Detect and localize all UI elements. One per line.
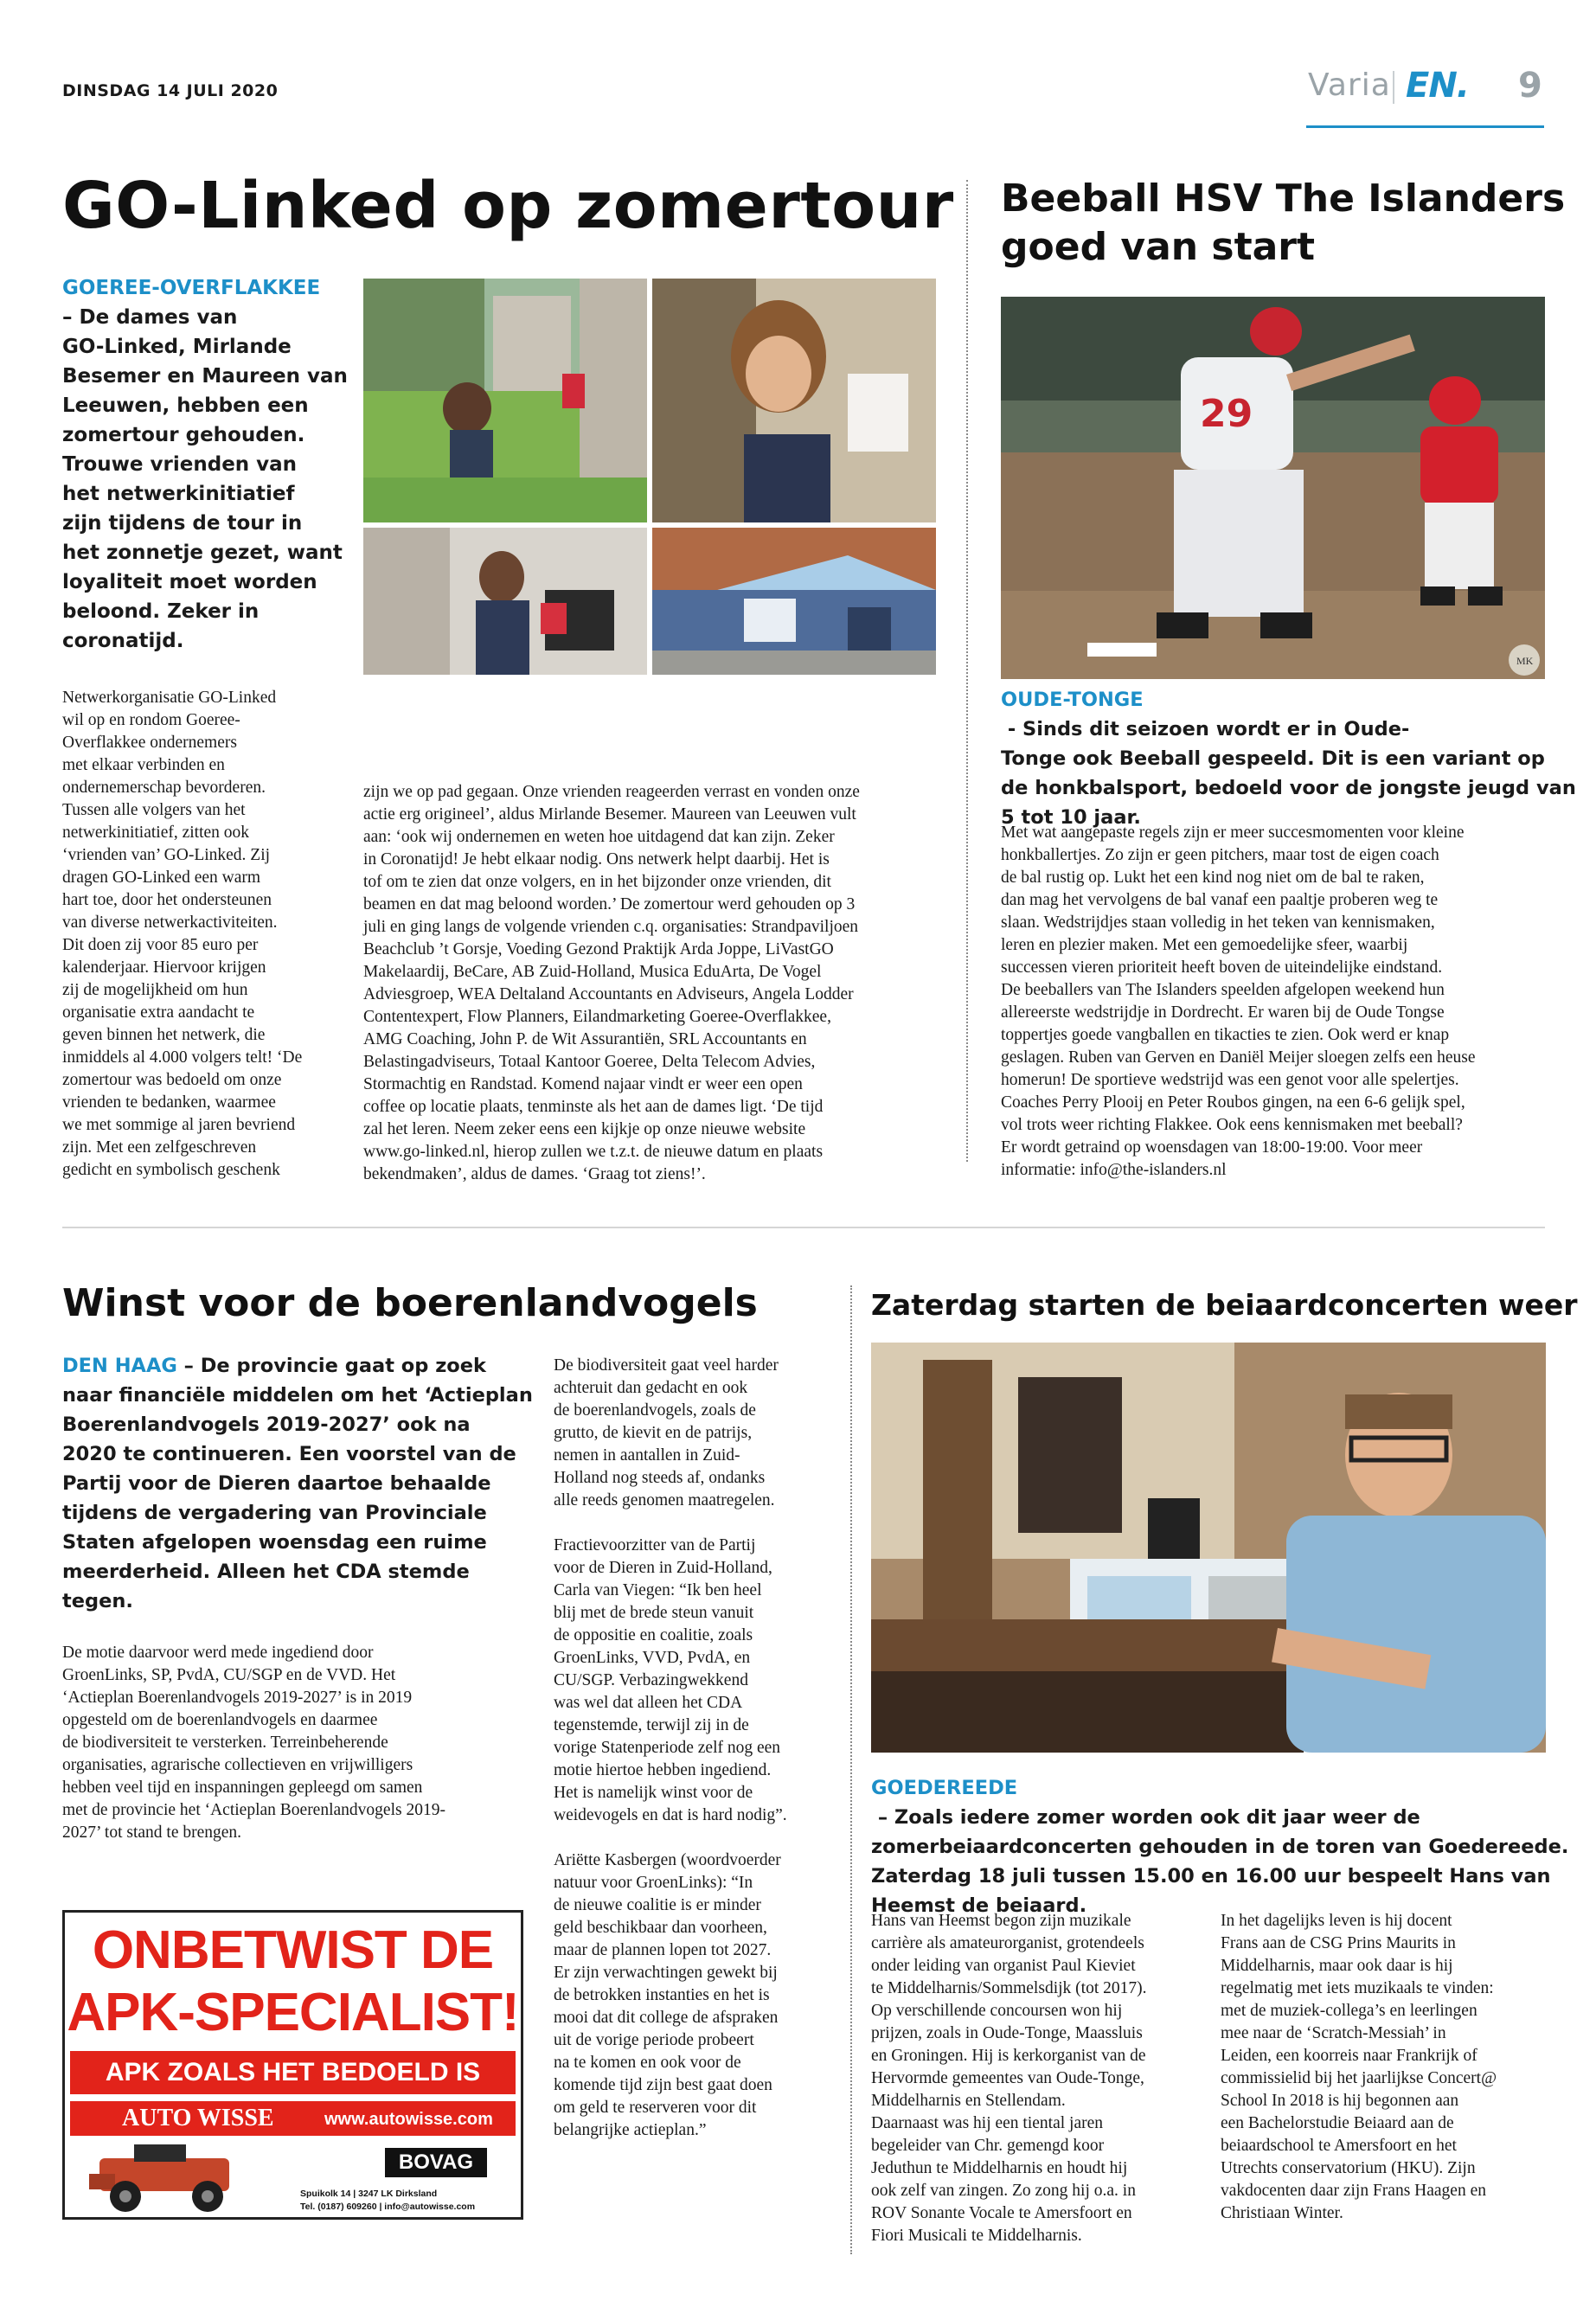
text-line: de biodiversiteit te versterken. Terreinbeherende bbox=[62, 1734, 388, 1752]
text-line: Leiden, een koorreis naar Frankrijk of bbox=[1221, 2047, 1477, 2065]
text-line: actie erg origineel’, aldus Mirlande Besemer. Maureen van Leeuwen vult bbox=[363, 805, 856, 824]
text-line: – Zoals iedere zomer worden ook dit jaar weer de bbox=[871, 1806, 1420, 1829]
text-line: Netwerkorganisatie GO-Linked bbox=[62, 689, 277, 707]
text-line: de oppositie en coalitie, zoals bbox=[554, 1626, 753, 1644]
text-line: 5 tot 10 jaar. bbox=[1001, 806, 1141, 829]
text-line: onder leiding van organist Paul Kieviet bbox=[871, 1957, 1136, 1975]
text-line: – De provincie gaat op zoek bbox=[176, 1355, 486, 1377]
text-line: Middelharnis en Stellendam. bbox=[871, 2092, 1066, 2110]
text-line: Contentexpert, Flow Planners, Eilandmarketing Goeree-Overflakkee, bbox=[363, 1008, 831, 1026]
text-line: Hans van Heemst begon zijn muzikale bbox=[871, 1912, 1131, 1930]
column-divider bbox=[850, 1285, 852, 2254]
text-line: het zonnetje gezet, want bbox=[62, 542, 343, 564]
text-line: homerun! De sportieve wedstrijd was een genot voor alle spelertjes. bbox=[1001, 1071, 1459, 1089]
beeball-photo bbox=[1001, 297, 1545, 679]
text-line: AMG Coaching, John P. de Wit Assurantiën, SRL Accountants en bbox=[363, 1030, 807, 1048]
article-lead bbox=[62, 273, 348, 656]
text-line: met elkaar verbinden en bbox=[62, 756, 225, 774]
text-line: tegen. bbox=[62, 1590, 133, 1612]
text-line: beamen en dat mag beloond worden.’ De zomertour werd gehouden op 3 bbox=[363, 895, 856, 913]
text-line: zal het leren. Neem zeker eens een kijkje op onze nieuwe website bbox=[363, 1120, 806, 1138]
lead-place: GOEDEREEDE bbox=[871, 1777, 1018, 1799]
text-line: zomertour was bedoeld om onze bbox=[62, 1071, 282, 1089]
text-line: grutto, de kievit en de patrijs, bbox=[554, 1424, 753, 1442]
text-line: we met sommige al jaren bevriend bbox=[62, 1116, 296, 1134]
text-line: dan mag het vervolgens de bal vanaf een paaltje proberen weg te bbox=[1001, 891, 1439, 909]
text-line: achteruit dan gedacht en ook bbox=[554, 1379, 748, 1397]
header-rule bbox=[1306, 125, 1544, 128]
text-line: wil op en rondom Goeree- bbox=[62, 711, 240, 729]
text-line: te Middelharnis/Sommelsdijk (tot 2017). bbox=[871, 1979, 1147, 1997]
text-line: Met wat aangepaste regels zijn er meer succesmomenten voor kleine bbox=[1001, 824, 1465, 842]
text-line: prijzen, zoals in Oude-Tonge, Maassluis bbox=[871, 2024, 1143, 2042]
brand-logo: EN. bbox=[1406, 66, 1469, 106]
section-rule bbox=[62, 1227, 1545, 1228]
text-line: honkballertjes. Zo zijn er geen pitchers, maar tost de eigen coach bbox=[1001, 846, 1439, 864]
text-line: coronatijd. bbox=[62, 630, 184, 652]
text-line: geslagen. Ruben van Gerven en Daniël Meijer sloegen zelfs een heuse bbox=[1001, 1048, 1476, 1067]
text-line: voor de Dieren in Zuid-Holland, bbox=[554, 1559, 772, 1577]
jeep-icon bbox=[82, 2139, 255, 2215]
text-line: in Coronatijd! Je hebt elkaar nodig. Ons netwerk helpt daarbij. Het is bbox=[363, 850, 830, 868]
text-line: naar financiële middelen om het ‘Actieplan bbox=[62, 1384, 533, 1407]
text-line: Adviesgroep, WEA Deltaland Accountants en Adviseurs, Angela Lodder bbox=[363, 985, 854, 1003]
text-line: organisaties, agrarische collectieven en vrijwilligers bbox=[62, 1756, 413, 1774]
text-line: beloond. Zeker in bbox=[62, 600, 260, 623]
text-line: Ariëtte Kasbergen (woordvoerder bbox=[554, 1851, 781, 1869]
text-line: kalenderjaar. Hiervoor krijgen bbox=[62, 958, 266, 977]
text-line: geld beschikbaar dan voorheen, bbox=[554, 1919, 767, 1937]
section-name: Varia bbox=[1308, 67, 1391, 103]
text-line: zijn tijdens de tour in bbox=[62, 512, 303, 535]
text-line: Makelaardij, BeCare, AB Zuid-Holland, Musica EduArta, De Vogel bbox=[363, 963, 822, 981]
text-line: en Groningen. Hij is kerkorganist van de bbox=[871, 2047, 1146, 2065]
text-line: Besemer en Maureen van bbox=[62, 365, 348, 388]
text-line: Daarnaast was hij een tiental jaren bbox=[871, 2114, 1104, 2132]
text-line: regelmatig met iets muzikaals te vinden: bbox=[1221, 1979, 1494, 1997]
beiaard-photo bbox=[871, 1343, 1546, 1753]
text-line: Middelharnis, maar ook daar is hij bbox=[1221, 1957, 1453, 1975]
lead-place: DEN HAAG bbox=[62, 1355, 177, 1377]
text-line: dragen GO-Linked een warm bbox=[62, 868, 261, 887]
text-line: De biodiversiteit gaat veel harder bbox=[554, 1356, 779, 1375]
text-line: Dit doen zij voor 85 euro per bbox=[62, 936, 259, 954]
text-line: Het is namelijk winst voor de bbox=[554, 1784, 753, 1802]
text-line: Zaterdag 18 juli tussen 15.00 en 16.00 uur bespeelt Hans van bbox=[871, 1865, 1551, 1888]
text-line: Tussen alle volgers van het bbox=[62, 801, 246, 819]
text-line: vrienden te bedanken, waarmee bbox=[62, 1093, 276, 1112]
text-line: belangrijke actieplan.” bbox=[554, 2121, 707, 2139]
text-line: Stormachtig en Randstad. Komend najaar vindt er weer een open bbox=[363, 1075, 803, 1093]
text-line: met de muziek-collega’s en leerlingen bbox=[1221, 2002, 1477, 2020]
text-line: allereerste wedstrijdje in Dordrecht. Er waren bij de Oude Tongse bbox=[1001, 1003, 1445, 1022]
text-line: na te komen en ook voor de bbox=[554, 2054, 741, 2072]
text-line: motie hiertoe hebben ingediend. bbox=[554, 1761, 772, 1779]
text-line: netwerkinitiatief, zitten ook bbox=[62, 824, 250, 842]
text-line: ondernemerschap bevorderen. bbox=[62, 779, 266, 797]
text-line: de betrokken instanties en het is bbox=[554, 1986, 770, 2004]
text-line: juli en ging langs de volgende vrienden c.q. organisaties: Strandpaviljoen bbox=[363, 918, 859, 936]
text-line: Utrechts conservatorium (HKU). Zijn bbox=[1221, 2159, 1476, 2177]
article-lead bbox=[871, 1773, 1569, 1920]
text-line: De motie daarvoor werd mede ingediend door bbox=[62, 1644, 374, 1662]
text-line: zij de mogelijkheid om hun bbox=[62, 981, 248, 999]
text-line: tijdens de vergadering van Provinciale bbox=[62, 1502, 487, 1524]
text-line: - Sinds dit seizoen wordt er in Oude- bbox=[1001, 718, 1410, 740]
ad-address bbox=[300, 2188, 475, 2214]
text-line: met de provincie het ‘Actieplan Boerenlandvogels 2019- bbox=[62, 1801, 445, 1819]
beiaard-body-col2 bbox=[1221, 1910, 1554, 2225]
boerenland-body-col2 bbox=[554, 1355, 830, 2164]
text-line: Christiaan Winter. bbox=[1221, 2204, 1343, 2222]
text-line: begeleider van Chr. gemengd koor bbox=[871, 2137, 1105, 2155]
text-line: loyaliteit moet worden bbox=[62, 571, 317, 593]
text-line: Boerenlandvogels 2019-2027’ ook na bbox=[62, 1413, 471, 1436]
text-line: Fiori Musicali te Middelharnis. bbox=[871, 2227, 1082, 2245]
beeball-body bbox=[1001, 822, 1548, 1182]
text-line: zomerbeiaardconcerten gehouden in de toren van Goedereede. bbox=[871, 1836, 1569, 1858]
text-line: Tonge ook Beeball gespeeld. Dit is een variant op bbox=[1001, 747, 1545, 770]
text-line: GroenLinks, VVD, PvdA, en bbox=[554, 1649, 751, 1667]
text-line: Jeduthun te Middelharnis en houdt hij bbox=[871, 2159, 1128, 2177]
text-line: School In 2018 is hij begonnen aan bbox=[1221, 2092, 1459, 2110]
text-line: vol trots weer richting Flakkee. Ook eens kennismaken met beeball? bbox=[1001, 1116, 1463, 1134]
paragraph bbox=[554, 1355, 830, 1512]
text-line: leren en plezier maken. Met een gemoedelijke sfeer, waarbij bbox=[1001, 936, 1408, 954]
text-line: Overflakkee ondernemers bbox=[62, 734, 237, 752]
text-line: vakdocenten daar zijn Frans Haagen en bbox=[1221, 2182, 1486, 2200]
column-divider bbox=[966, 180, 968, 1162]
text-line: mee naar de ‘Scratch-Messiah’ in bbox=[1221, 2024, 1446, 2042]
text-line: zijn we op pad gegaan. Onze vrienden reageerden verrast en vonden onze bbox=[363, 783, 860, 801]
ad-headline: ONBETWIST DE bbox=[92, 1920, 494, 1980]
text-line: ook zelf van zingen. Zo zong hij o.a. in bbox=[871, 2182, 1136, 2200]
text-line: Carla van Viegen: “Ik ben heel bbox=[554, 1581, 762, 1599]
header-divider bbox=[1393, 71, 1394, 104]
lead-place: GOEREE-OVERFLAKKEE bbox=[62, 277, 321, 299]
text-line: carrière als amateurorganist, grotendeels bbox=[871, 1934, 1144, 1952]
text-line: tof om te zien dat onze volgers, en in het bijzonder onze vrienden, dit bbox=[363, 873, 831, 891]
text-line: www.go-linked.nl, hierop zullen we t.z.t. de nieuwe datum en plaats bbox=[363, 1143, 824, 1161]
text-line: Op verschillende concoursen won hij bbox=[871, 2002, 1123, 2020]
text-line: uit de vorige periode probeert bbox=[554, 2031, 754, 2049]
text-line: In het dagelijks leven is hij docent bbox=[1221, 1912, 1452, 1930]
text-line: de nieuwe coalitie is er minder bbox=[554, 1896, 761, 1914]
beiaard-photo-image bbox=[871, 1343, 1546, 1753]
text-line: Heemst de beiaard. bbox=[871, 1894, 1087, 1917]
lead-text bbox=[62, 303, 348, 656]
text-line: natuur voor GroenLinks): “In bbox=[554, 1874, 753, 1892]
advertisement-auto-wisse[interactable] bbox=[62, 1910, 523, 2220]
page-number: 9 bbox=[1518, 66, 1542, 106]
text-line: hart toe, door het ondersteunen bbox=[62, 891, 272, 909]
text-line: Partij voor de Dieren daartoe behaalde bbox=[62, 1472, 491, 1495]
text-line: successen vieren prioriteit heeft boven de uiteindelijke eindstand. bbox=[1001, 958, 1443, 977]
article-title: Winst voor de boerenlandvogels bbox=[62, 1281, 758, 1325]
article-lead bbox=[1001, 685, 1576, 832]
text-line: aan: ‘ook wij ondernemen en weten hoe uitdagend dat kan zijn. Zeker bbox=[363, 828, 835, 846]
beeball-photo-image bbox=[1001, 297, 1545, 679]
text-line: 2020 te continueren. Een voorstel van de bbox=[62, 1443, 516, 1465]
text-line: hebben veel tijd en inspanningen gepleegd om samen bbox=[62, 1779, 423, 1797]
title-line: goed van start bbox=[1001, 225, 1316, 269]
text-line: blij met de brede steun vanuit bbox=[554, 1604, 754, 1622]
text-line: om geld te reserveren voor dit bbox=[554, 2099, 757, 2117]
golinked-photo-collage bbox=[363, 279, 936, 675]
text-line: zomertour gehouden. bbox=[62, 424, 305, 446]
text-line: slaan. Wedstrijdjes staan volledig in het teken van kennismaken, bbox=[1001, 913, 1435, 932]
page-date: DINSDAG 14 JULI 2020 bbox=[62, 81, 279, 100]
text-line: coffee op locatie plaats, tenminste als het aan de dames ligt. ‘De tijd bbox=[363, 1098, 824, 1116]
lead-place: OUDE-TONGE bbox=[1001, 689, 1144, 711]
text-line: Er zijn verwachtingen gewekt bij bbox=[554, 1964, 778, 1982]
text-line: meerderheid. Alleen het CDA stemde bbox=[62, 1561, 470, 1583]
ad-address-line: Spuikolk 14 | 3247 LK Dirksland bbox=[300, 2189, 438, 2199]
text-line: de boerenlandvogels, zoals de bbox=[554, 1401, 756, 1420]
text-line: – De dames van bbox=[62, 306, 238, 329]
text-line: beiaardschool te Amersfoort en het bbox=[1221, 2137, 1457, 2155]
text-line: inmiddels al 4.000 volgers telt! ‘De bbox=[62, 1048, 303, 1067]
text-line: Belastingadviseurs, Totaal Kantoor Goeree, Delta Telecom Advies, bbox=[363, 1053, 816, 1071]
ad-banner: APK ZOALS HET BEDOELD IS bbox=[70, 2051, 516, 2094]
text-line: GO-Linked, Mirlande bbox=[62, 336, 292, 358]
text-line: ROV Sonante Vocale te Amersfoort en bbox=[871, 2204, 1132, 2222]
golinked-body-col2 bbox=[363, 781, 939, 1186]
lead-text bbox=[1001, 718, 1576, 832]
article-title: Zaterdag starten de beiaardconcerten weer bbox=[871, 1288, 1578, 1322]
text-line: organisatie extra aandacht te bbox=[62, 1003, 255, 1022]
ad-url-link[interactable]: www.autowisse.com bbox=[324, 2110, 493, 2129]
text-line: Trouwe vrienden van bbox=[62, 453, 298, 476]
text-line: CU/SGP. Verbazingwekkend bbox=[554, 1671, 748, 1689]
photo-watermark: MK bbox=[1516, 655, 1534, 667]
golinked-photo-collage-image bbox=[363, 279, 936, 675]
text-line: gedicht en symbolisch geschenk bbox=[62, 1161, 280, 1179]
text-line: geven binnen het netwerk, die bbox=[62, 1026, 266, 1044]
article-title: GO-Linked op zomertour bbox=[62, 169, 954, 243]
text-line: was wel dat alleen het CDA bbox=[554, 1694, 743, 1712]
text-line: Holland nog steeds af, ondanks bbox=[554, 1469, 766, 1487]
title-line: Beeball HSV The Islanders bbox=[1001, 176, 1566, 221]
text-line: van diverse netwerkactiviteiten. bbox=[62, 913, 278, 932]
text-line: het netwerkinitiatief bbox=[62, 483, 295, 505]
text-line: toppertjes goede vangballen en tikacties te zien. Ook werd er knap bbox=[1001, 1026, 1450, 1044]
text-line: tegenstemde, terwijl zij in de bbox=[554, 1716, 749, 1734]
text-line: maar de plannen lopen tot 2027. bbox=[554, 1941, 772, 1959]
lead-text bbox=[62, 1355, 547, 1616]
beiaard-body-col1 bbox=[871, 1910, 1204, 2247]
text-line: GroenLinks, SP, PvdA, CU/SGP en de VVD. Het bbox=[62, 1666, 396, 1684]
text-line: ‘vrienden van’ GO-Linked. Zij bbox=[62, 846, 271, 864]
text-line: weidevogels en dat is hard nodig”. bbox=[554, 1806, 787, 1824]
text-line: Staten afgelopen woensdag een ruime bbox=[62, 1531, 487, 1554]
ad-headline: APK-SPECIALIST! bbox=[67, 1983, 519, 2042]
text-line: Hervormde gemeentes van Oude-Tonge, bbox=[871, 2069, 1144, 2087]
golinked-body-col1 bbox=[62, 687, 348, 1182]
article-lead bbox=[62, 1351, 547, 1616]
text-line: commissielid bij het jaarlijkse Concert@ bbox=[1221, 2069, 1497, 2087]
text-line: bekendmaken’, aldus de dames. ‘Graag tot ziens!’. bbox=[363, 1165, 706, 1183]
text-line: nemen in aantallen in Zuid- bbox=[554, 1446, 740, 1465]
text-line: de bal rustig op. Lukt het een kind nog niet om de bal te raken, bbox=[1001, 868, 1425, 887]
article-title bbox=[1001, 175, 1565, 272]
lead-text bbox=[871, 1806, 1569, 1920]
text-line: komende tijd zijn best gaat doen bbox=[554, 2076, 772, 2094]
text-line: mooi dat dit college de afspraken bbox=[554, 2009, 779, 2027]
text-line: 2027’ tot stand te brengen. bbox=[62, 1823, 242, 1842]
bovag-logo: BOVAG bbox=[385, 2148, 487, 2177]
text-line: opgesteld om de boerenlandvogels en daarmee bbox=[62, 1711, 378, 1729]
text-line: Er wordt getraind op woensdagen van 18:00-19:00. Voor meer bbox=[1001, 1138, 1423, 1157]
text-line: de honkbalsport, bedoeld voor de jongste jeugd van bbox=[1001, 777, 1576, 799]
text-line: ‘Actieplan Boerenlandvogels 2019-2027’ is in 2019 bbox=[62, 1689, 413, 1707]
ad-contact-line: Tel. (0187) 609260 | info@autowisse.com bbox=[300, 2202, 476, 2212]
jersey-number: 29 bbox=[1200, 392, 1253, 436]
text-line: informatie: info@the-islanders.nl bbox=[1001, 1161, 1227, 1179]
text-line: De beeballers van The Islanders speelden afgelopen weekend hun bbox=[1001, 981, 1445, 999]
text-line: alle reeds genomen maatregelen. bbox=[554, 1491, 775, 1509]
text-line: Coaches Perry Plooij en Peter Roubos gingen, na een 6-6 gelijk spel, bbox=[1001, 1093, 1465, 1112]
text-line: Beachclub ’t Gorsje, Voeding Gezond Praktijk Arda Joppe, LiVastGO bbox=[363, 940, 834, 958]
text-line: Leeuwen, hebben een bbox=[62, 394, 309, 417]
boerenland-body-col1 bbox=[62, 1642, 547, 1844]
text-line: Frans aan de CSG Prins Maurits in bbox=[1221, 1934, 1456, 1952]
text-line: zijn. Met een zelfgeschreven bbox=[62, 1138, 257, 1157]
paragraph bbox=[554, 1849, 830, 2142]
text-line: een Bachelorstudie Beiaard aan de bbox=[1221, 2114, 1454, 2132]
text-line: Fractievoorzitter van de Partij bbox=[554, 1536, 756, 1554]
ad-brand: AUTO WISSE bbox=[122, 2105, 274, 2131]
paragraph bbox=[554, 1535, 830, 1827]
text-line: vorige Statenperiode zelf nog een bbox=[554, 1739, 781, 1757]
